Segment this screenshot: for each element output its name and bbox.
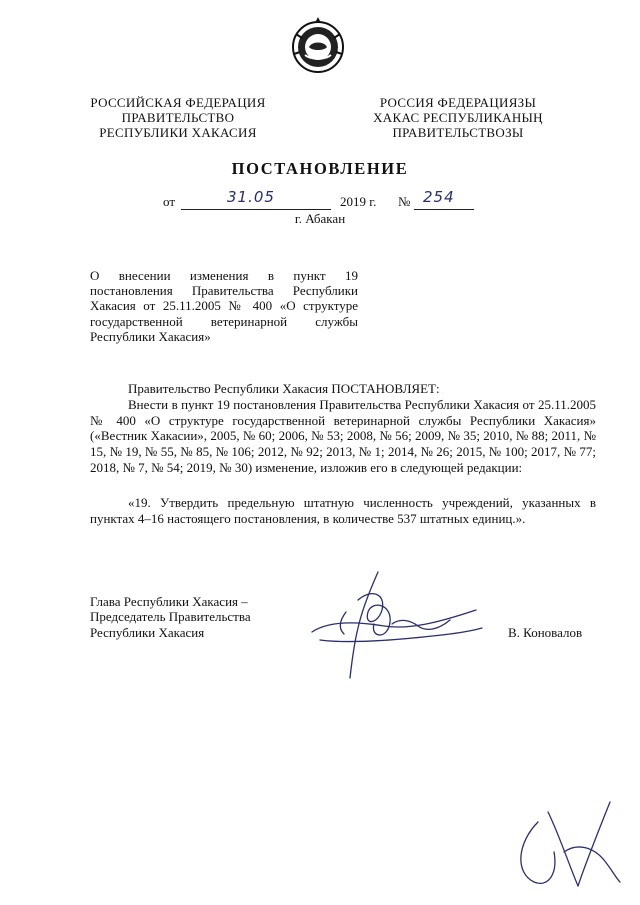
coat-of-arms-icon xyxy=(286,14,350,78)
position-line: Республики Хакасия xyxy=(90,624,205,640)
signatory-position xyxy=(90,594,251,640)
header-left xyxy=(78,95,278,140)
signature-mark xyxy=(300,560,490,685)
header-left-line: ПРАВИТЕЛЬСТВО xyxy=(121,110,235,125)
number-handwritten: 254 xyxy=(423,188,455,206)
position-line: Глава Республики Хакасия – xyxy=(90,594,248,609)
body-quote-paragraph: «19. Утвердить предельную штатную численность учреждений, указанных в пунктах 4–16 настоящего постановления, в количестве 537 штатных единиц.». xyxy=(90,495,596,526)
header-right-line: ХАКАС РЕСПУБЛИКАНЫҢ xyxy=(373,110,543,125)
body-intro: Правительство Республики Хакасия ПОСТАНОВЛЯЕТ: xyxy=(128,381,440,396)
subject-block xyxy=(90,268,358,344)
signatory-name: В. Коновалов xyxy=(508,625,583,640)
document-title: ПОСТАНОВЛЕНИЕ xyxy=(231,159,409,178)
position-line: Председатель Правительства xyxy=(90,609,251,625)
subject-line: Республики Хакасия» xyxy=(90,328,211,344)
subject-line: постановления Правительства Республики xyxy=(90,283,358,299)
date-underline xyxy=(181,209,331,210)
header-left-line: РОССИЙСКАЯ ФЕДЕРАЦИЯ xyxy=(90,95,266,110)
header-right xyxy=(358,95,558,140)
header-right-line: ПРАВИТЕЛЬСТВОЗЫ xyxy=(392,125,524,140)
header-right-line: РОССИЯ ФЕДЕРАЦИЯЗЫ xyxy=(379,95,537,110)
initials-mark xyxy=(508,782,628,897)
number-label: № xyxy=(398,194,411,209)
subject-line: О внесении изменения в пункт 19 xyxy=(90,268,358,283)
body-main-paragraph: Внести в пункт 19 постановления Правительства Республики Хакасия от 25.11.2005 № 400 «О структуре государственной ветеринарной службы Республики Хакасия» («Вестник Хакасии», 2005, № 60; 2006, № 53; 2008, № 56; 2009, № 35; 2010, № 88; 2011, № 15, № 19, № 55, № 85, № 106; 2012, № 92; 2013, № 1; 2014, № 26; 2015, № 100; 2017, № 77; 2018, № 7, № 54; 2019, № 30) изменение, изложив его в следующей редакции: xyxy=(90,397,596,475)
header-left-line: РЕСПУБЛИКИ ХАКАСИЯ xyxy=(99,125,257,140)
date-from-label: от xyxy=(163,194,176,209)
subject-line: Хакасия от 25.11.2005 № 400 «О структуре xyxy=(90,298,358,314)
subject-line: государственной ветеринарной службы xyxy=(90,313,358,329)
number-underline xyxy=(414,209,474,210)
year-label: 2019 г. xyxy=(340,194,377,209)
city: г. Абакан xyxy=(294,211,346,226)
date-handwritten: 31.05 xyxy=(227,188,275,206)
